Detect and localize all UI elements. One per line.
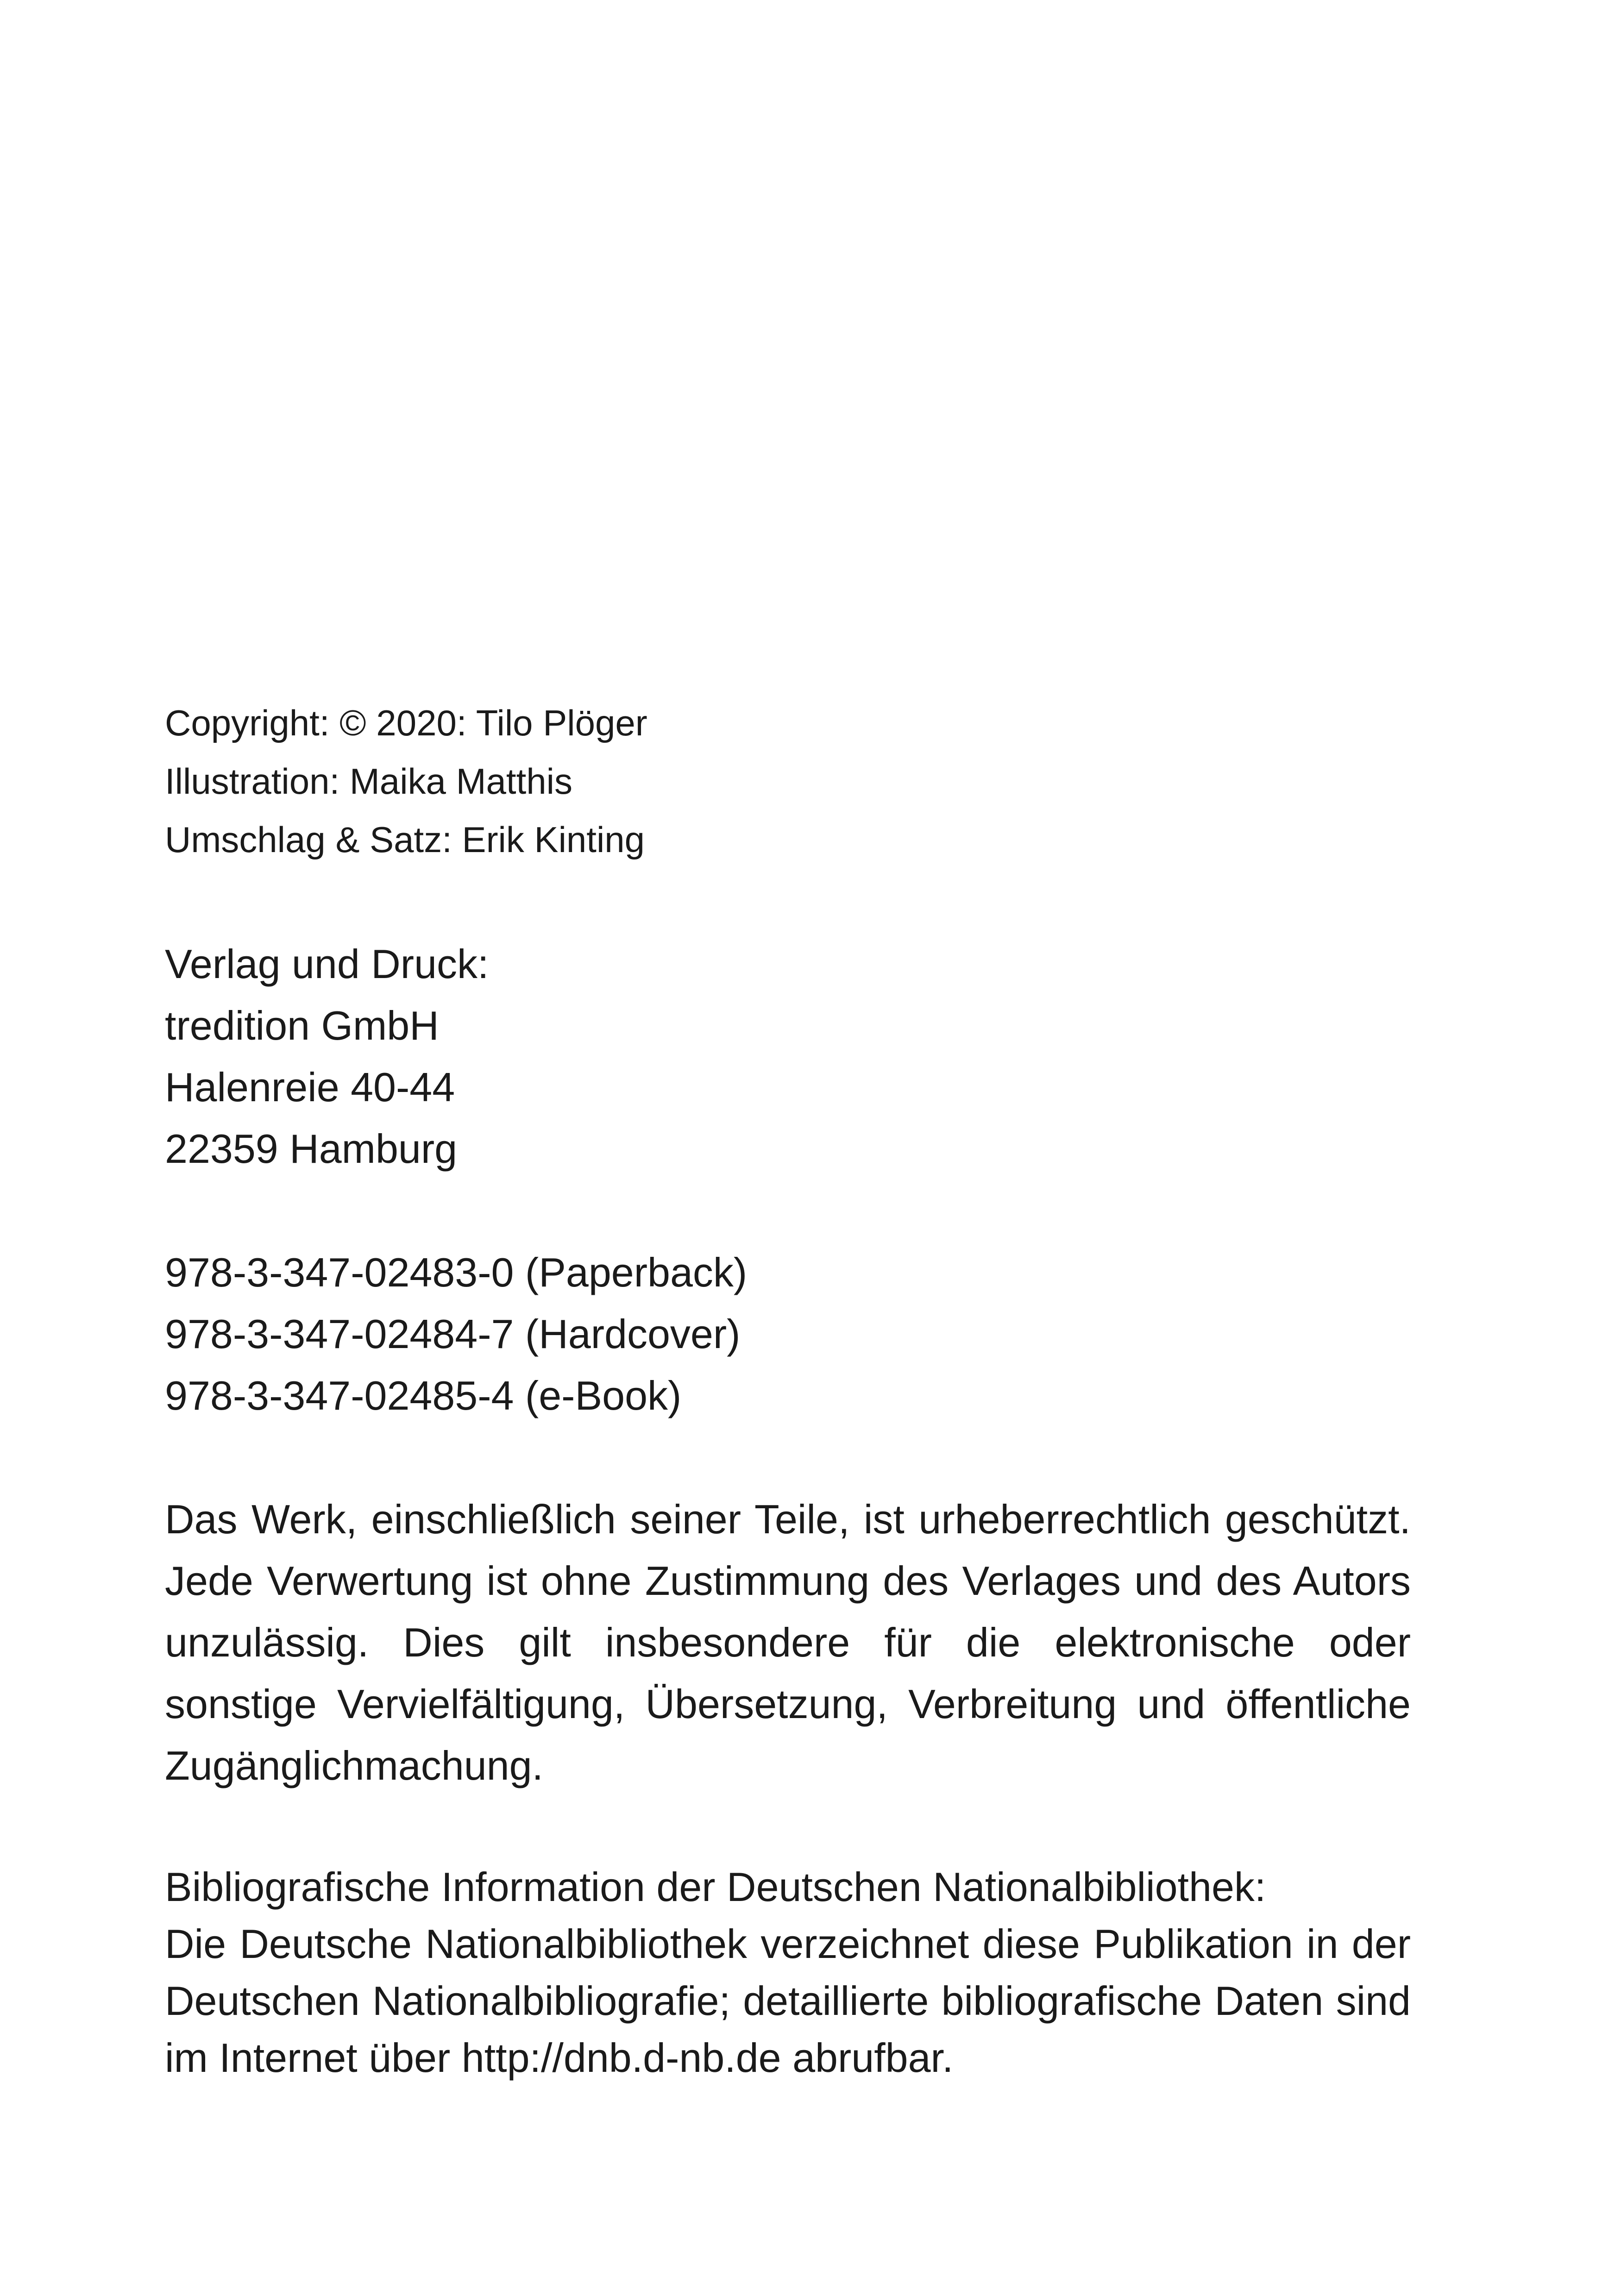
bibliographic-paragraph: Die Deutsche Nationalbibliothek verzeichnet diese Publikation in der Deutschen Nationalbibliografie; detaillierte bibliografische Daten sind im Internet über http://dnb.d-nb.de abrufbar.	[165, 1921, 1411, 2081]
publisher-address-block	[165, 933, 1411, 1179]
bibliographic-info-block	[165, 1858, 1411, 2086]
publisher-street: Halenreie 40-44	[165, 1064, 455, 1110]
publisher-city: 22359 Hamburg	[165, 1126, 458, 1172]
isbn-ebook: 978-3-347-02485-4 (e-Book)	[165, 1373, 682, 1418]
bibliographic-heading: Bibliografische Information der Deutschen Nationalbibliothek:	[165, 1864, 1266, 1910]
illustration-line: Illustration: Maika Matthis	[165, 761, 572, 802]
copyright-line: Copyright: © 2020: Tilo Plöger	[165, 703, 647, 743]
copyright-notice-paragraph: Das Werk, einschließlich seiner Teile, ist urheberrechtlich geschützt. Jede Verwertung ist ohne Zustimmung des Verlages und des Autors unzulässig. Dies gilt insbesondere für die elektronische oder sonstige Vervielfältigung, Übersetzung, Verbreitung und öffentliche Zugänglichmachung.	[165, 1496, 1411, 1788]
isbn-hardcover: 978-3-347-02484-7 (Hardcover)	[165, 1311, 741, 1357]
publisher-name: tredition GmbH	[165, 1003, 439, 1048]
isbn-block	[165, 1242, 1411, 1426]
credits-block	[165, 694, 1411, 869]
cover-design-line: Umschlag & Satz: Erik Kinting	[165, 819, 645, 860]
publisher-heading: Verlag und Druck:	[165, 941, 489, 987]
isbn-paperback: 978-3-347-02483-0 (Paperback)	[165, 1249, 748, 1295]
